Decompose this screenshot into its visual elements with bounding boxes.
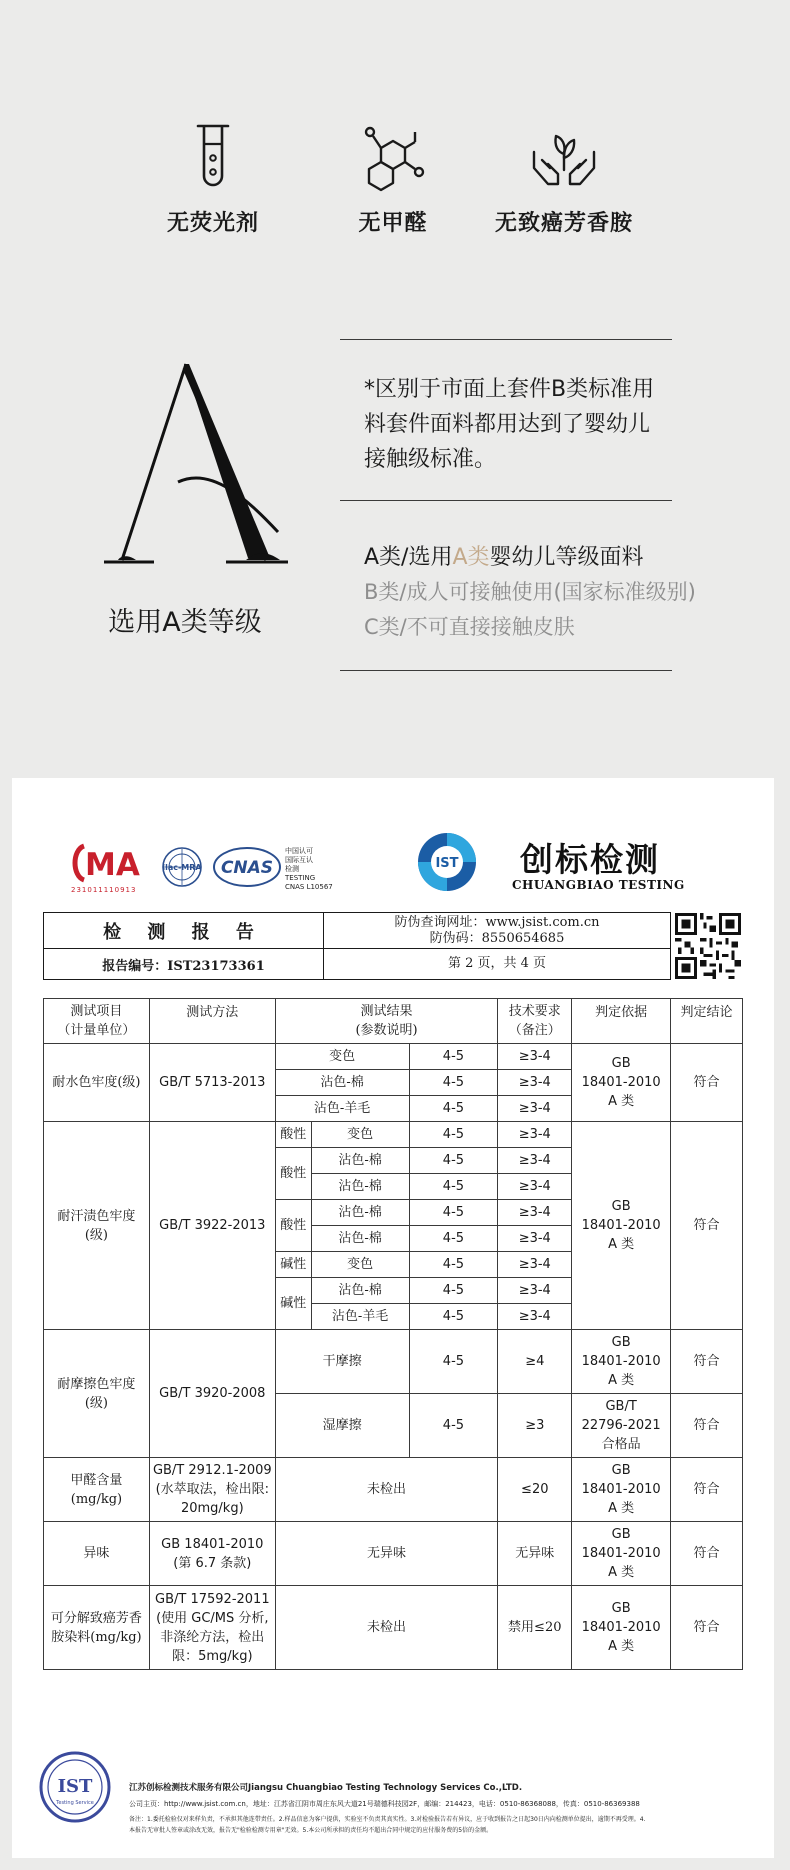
- table-cell: 变色: [311, 1122, 409, 1148]
- table-cell: 沾色-棉: [311, 1148, 409, 1174]
- table-cell: 4-5: [409, 1226, 498, 1252]
- brand-name-en: CHUANGBIAO TESTING: [512, 878, 685, 892]
- verify-url: 防伪查询网址：www.jsist.com.cn: [394, 914, 600, 930]
- table-cell: GB 18401-2010 A 类: [572, 1522, 671, 1586]
- table-cell: 4-5: [409, 1330, 498, 1394]
- verify-code: 防伪码：8550654685: [429, 930, 565, 946]
- table-cell: ≥3-4: [498, 1200, 572, 1226]
- page-count: 第 2 页，共 4 页: [447, 956, 547, 971]
- table-cell: 碱性: [275, 1278, 311, 1330]
- report-header: [43, 912, 671, 980]
- divider: [340, 500, 672, 501]
- table-cell: 沾色-羊毛: [311, 1304, 409, 1330]
- table-cell: 4-5: [409, 1096, 498, 1122]
- brand-name-cn: 创标检测: [520, 840, 660, 879]
- table-cell: 符合: [671, 1044, 743, 1122]
- table-cell: 酸性: [275, 1122, 311, 1148]
- table-cell: ≤20: [498, 1458, 572, 1522]
- table-cell: 禁用≤20: [498, 1586, 572, 1670]
- table-cell: 4-5: [409, 1122, 498, 1148]
- table-cell: GB 18401-2010 A 类: [572, 1458, 671, 1522]
- table-cell: 沾色-棉: [311, 1174, 409, 1200]
- svg-text:IST: IST: [57, 1776, 93, 1797]
- table-cell: 变色: [275, 1044, 409, 1070]
- table-cell: ≥3-4: [498, 1174, 572, 1200]
- svg-text:IST: IST: [435, 856, 459, 871]
- cma-number: 231011110913: [71, 886, 137, 894]
- table-cell: 符合: [671, 1394, 743, 1458]
- table-cell: GB/T 5713-2013: [149, 1044, 275, 1122]
- table-cell: 耐摩擦色牢度 (级): [44, 1330, 150, 1458]
- table-cell: ≥3: [498, 1394, 572, 1458]
- feature-label: 无甲醛: [358, 211, 428, 236]
- header-item: 测试项目 （计量单位）: [44, 999, 150, 1044]
- company-address: 公司主页：http://www.jsist.com.cn，地址：江苏省江阴市周庄东风大道21号瑞德科技园2F，邮编：214423，电话：0510-86368088，传真：0510-86369388: [129, 1800, 640, 1808]
- ist-seal-icon: [38, 1750, 112, 1824]
- table-cell: 可分解致癌芳香 胺染料(mg/kg): [44, 1586, 150, 1670]
- table-cell: GB/T 22796-2021 合格品: [572, 1394, 671, 1458]
- grade-c-line: C类/不可直接接触皮肤: [364, 615, 575, 639]
- table-cell: ≥3-4: [498, 1070, 572, 1096]
- table-row: [44, 1586, 743, 1670]
- table-cell: 符合: [671, 1458, 743, 1522]
- report-number: 报告编号：IST23173361: [102, 958, 265, 974]
- table-cell: ≥3-4: [498, 1122, 572, 1148]
- header-conclusion: 判定结论: [671, 999, 743, 1044]
- table-cell: ≥3-4: [498, 1304, 572, 1330]
- table-cell: 变色: [311, 1252, 409, 1278]
- svg-text:CNAS: CNAS: [220, 858, 274, 878]
- test-tube-icon: [193, 122, 233, 194]
- table-cell: GB/T 2912.1-2009 (水萃取法，检出限: 20mg/kg): [149, 1458, 275, 1522]
- table-row: [44, 1458, 743, 1522]
- table-cell: 湿摩擦: [275, 1394, 409, 1458]
- ilac-mra-logo: [155, 846, 209, 888]
- table-cell: 4-5: [409, 1304, 498, 1330]
- table-cell: 4-5: [409, 1148, 498, 1174]
- grade-a-line: A类/选用A类婴幼儿等级面料: [364, 545, 644, 570]
- table-cell: GB 18401-2010 A 类: [572, 1330, 671, 1394]
- table-cell: 4-5: [409, 1278, 498, 1304]
- table-cell: ≥3-4: [498, 1148, 572, 1174]
- table-cell: 4-5: [409, 1174, 498, 1200]
- table-cell: 沾色-棉: [311, 1278, 409, 1304]
- table-cell: GB/T 3920-2008: [149, 1330, 275, 1458]
- table-cell: 4-5: [409, 1200, 498, 1226]
- table-cell: 酸性: [275, 1148, 311, 1200]
- qr-code[interactable]: [675, 913, 741, 979]
- table-cell: 无异味: [498, 1522, 572, 1586]
- table-cell: GB 18401-2010 A 类: [572, 1586, 671, 1670]
- report-footer: [129, 1781, 749, 1836]
- plant-hands-icon: [528, 122, 600, 194]
- table-cell: ≥3-4: [498, 1278, 572, 1304]
- header-result: 测试结果 (参数说明): [275, 999, 498, 1044]
- table-cell: 未检出: [275, 1458, 498, 1522]
- table-cell: ≥3-4: [498, 1252, 572, 1278]
- table-row: [44, 1122, 743, 1148]
- feature-label: 无荧光剂: [166, 211, 259, 236]
- table-cell: GB 18401-2010 (第 6.7 条款): [149, 1522, 275, 1586]
- table-cell: ≥3-4: [498, 1226, 572, 1252]
- report-title: 检 测 报 告: [103, 921, 264, 943]
- feature-no-formaldehyde: [308, 122, 478, 237]
- table-cell: ≥3-4: [498, 1044, 572, 1070]
- table-row: [44, 1522, 743, 1586]
- grade-list: [364, 540, 696, 645]
- grade-b-line: B类/成人可接触使用(国家标准级别): [364, 580, 696, 604]
- table-cell: 耐汗渍色牢度 (级): [44, 1122, 150, 1330]
- table-cell: 沾色-棉: [311, 1200, 409, 1226]
- table-cell: 异味: [44, 1522, 150, 1586]
- feature-label: 无致癌芳香胺: [494, 211, 633, 236]
- grade-caption: 选用A类等级: [108, 607, 262, 638]
- grade-note: *区别于市面上套件B类标准用料套件面料都用达到了婴幼儿接触级标准。: [364, 377, 655, 472]
- test-results-table: [43, 998, 743, 1670]
- ist-logo: [415, 830, 479, 894]
- table-cell: 沾色-羊毛: [275, 1096, 409, 1122]
- table-cell: ≥3-4: [498, 1096, 572, 1122]
- table-cell: 无异味: [275, 1522, 498, 1586]
- cnas-description: 中国认可 国际互认 检测 TESTING CNAS L10567: [285, 847, 333, 891]
- report-remarks: 备注：1.委托检验仅对来样负责，不承担其他连带责任。2.样品信息为客户提供，实验室不负责其真实性。3.对检验报告若有异议，应于收到报告之日起30日内向检测单位提出，逾期不再受理。4. 本报告无审批人签章或涂改无效，报告无"检验检测专用章"无效。5.本公司所承担的责任均不超出合同中规定的应付服务费的5倍的金额。: [129, 1816, 646, 1834]
- header-basis: 判定依据: [572, 999, 671, 1044]
- divider: [340, 339, 672, 340]
- cnas-logo: [212, 845, 282, 889]
- header-method: 测试方法: [149, 999, 275, 1044]
- table-cell: 酸性: [275, 1200, 311, 1252]
- table-cell: 符合: [671, 1586, 743, 1670]
- table-cell: 未检出: [275, 1586, 498, 1670]
- table-cell: 4-5: [409, 1252, 498, 1278]
- feature-no-fluorescent: [128, 122, 298, 237]
- table-cell: GB/T 3922-2013: [149, 1122, 275, 1330]
- svg-text:ilac-MRA: ilac-MRA: [162, 863, 202, 872]
- table-header-row: [44, 999, 743, 1044]
- table-cell: 4-5: [409, 1394, 498, 1458]
- table-cell: 符合: [671, 1122, 743, 1330]
- table-row: [44, 1330, 743, 1394]
- table-cell: ≥4: [498, 1330, 572, 1394]
- table-cell: 碱性: [275, 1252, 311, 1278]
- table-cell: 耐水色牢度(级): [44, 1044, 150, 1122]
- svg-text:MA: MA: [85, 847, 140, 883]
- molecule-icon: [355, 122, 431, 194]
- company-name: 江苏创标检测技术服务有限公司Jiangsu Chuangbiao Testing Technology Services Co.,LTD.: [129, 1783, 523, 1793]
- table-cell: 4-5: [409, 1070, 498, 1096]
- table-cell: GB 18401-2010 A 类: [572, 1122, 671, 1330]
- table-row: [44, 1044, 743, 1070]
- table-cell: 符合: [671, 1522, 743, 1586]
- feature-no-amine: [479, 122, 649, 237]
- header-requirement: 技术要求 （备注）: [498, 999, 572, 1044]
- table-cell: 沾色-棉: [311, 1226, 409, 1252]
- table-cell: GB 18401-2010 A 类: [572, 1044, 671, 1122]
- cma-logo: [70, 842, 150, 884]
- svg-text:Testing Service: Testing Service: [56, 1800, 94, 1806]
- table-cell: 干摩擦: [275, 1330, 409, 1394]
- table-cell: GB/T 17592-2011 (使用 GC/MS 分析, 非涤纶方法，检出 限：5mg/kg): [149, 1586, 275, 1670]
- divider: [340, 670, 672, 671]
- grade-a-letter: [80, 360, 300, 570]
- table-cell: 甲醛含量 (mg/kg): [44, 1458, 150, 1522]
- table-cell: 符合: [671, 1330, 743, 1394]
- table-cell: 沾色-棉: [275, 1070, 409, 1096]
- table-cell: 4-5: [409, 1044, 498, 1070]
